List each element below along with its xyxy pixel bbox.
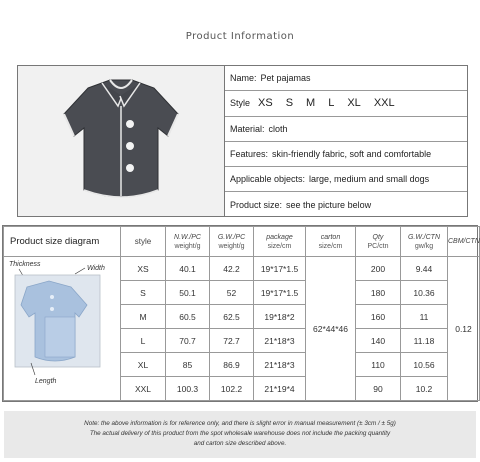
cell-gw-ctn: 11.18 xyxy=(401,329,448,353)
spec-product-size xyxy=(225,192,467,217)
diagram-title: Product size diagram xyxy=(4,227,121,257)
cell-nw: 85 xyxy=(166,353,210,377)
size-table xyxy=(3,226,480,401)
header-style: style xyxy=(121,227,166,257)
spec-material-value: cloth xyxy=(268,123,288,134)
disclaimer-note xyxy=(4,411,476,458)
size-diagram xyxy=(4,257,121,401)
cell-package: 21*18*3 xyxy=(254,329,306,353)
spec-features-label: Features: xyxy=(230,149,269,160)
svg-text:Thickness: Thickness xyxy=(8,261,41,268)
size-option: M xyxy=(306,97,316,110)
cell-gw: 102.2 xyxy=(210,377,254,401)
size-table-header xyxy=(4,227,480,257)
cell-gw-ctn: 10.56 xyxy=(401,353,448,377)
cell-qty: 160 xyxy=(356,305,401,329)
cell-qty: 110 xyxy=(356,353,401,377)
cell-gw: 52 xyxy=(210,281,254,305)
size-option: S xyxy=(285,97,294,110)
spec-name-value: Pet pajamas xyxy=(260,73,311,84)
spec-material xyxy=(225,117,467,142)
cell-package: 21*18*3 xyxy=(254,353,306,377)
cell-nw: 100.3 xyxy=(166,377,210,401)
spec-name-label: Name: xyxy=(230,73,257,84)
cell-package: 19*18*2 xyxy=(254,305,306,329)
cell-cbm: 0.12 xyxy=(448,257,480,401)
header-gw: G.W./PC weight/g xyxy=(210,227,254,257)
header-cbm: CBM/CTN xyxy=(448,227,480,257)
cell-style: XS xyxy=(121,257,166,281)
product-info-box xyxy=(17,65,468,217)
cell-style: XL xyxy=(121,353,166,377)
cell-gw: 42.2 xyxy=(210,257,254,281)
note-line: Note: the above information is for reference only, and there is slight error in manual measurement (± 3cm / ± 5g) xyxy=(84,420,396,427)
cell-nw: 50.1 xyxy=(166,281,210,305)
cell-nw: 40.1 xyxy=(166,257,210,281)
cell-qty: 180 xyxy=(356,281,401,305)
cell-style: S xyxy=(121,281,166,305)
cell-qty: 200 xyxy=(356,257,401,281)
cell-gw-ctn: 10.2 xyxy=(401,377,448,401)
spec-applicable-value: large, medium and small dogs xyxy=(309,174,430,185)
size-table-box xyxy=(2,225,478,402)
note-line: and carton size described above. xyxy=(193,440,287,447)
spec-product-size-label: Product size: xyxy=(230,200,283,211)
cell-qty: 90 xyxy=(356,377,401,401)
cell-gw: 62.5 xyxy=(210,305,254,329)
cell-carton: 62*44*46 xyxy=(306,257,356,401)
cell-nw: 70.7 xyxy=(166,329,210,353)
cell-gw: 86.9 xyxy=(210,353,254,377)
spec-product-size-value: see the picture below xyxy=(286,200,372,211)
cell-style: L xyxy=(121,329,166,353)
cell-style: M xyxy=(121,305,166,329)
svg-text:Length: Length xyxy=(34,378,56,385)
size-option: XL xyxy=(347,97,361,110)
header-carton: carton size/cm xyxy=(306,227,356,257)
table-row xyxy=(4,257,480,281)
size-option: L xyxy=(328,97,335,110)
note-line: The actual delivery of this product from the spot wholesale warehouse does not include the packing quantity xyxy=(89,430,391,437)
spec-applicable xyxy=(225,167,467,192)
cell-package: 19*17*1.5 xyxy=(254,257,306,281)
page-title: Product Information xyxy=(185,31,295,42)
spec-style xyxy=(225,91,467,116)
spec-style-label: Style xyxy=(230,98,251,109)
cell-package: 19*17*1.5 xyxy=(254,281,306,305)
size-option: XXL xyxy=(373,97,395,110)
cell-style: XXL xyxy=(121,377,166,401)
cell-gw-ctn: 9.44 xyxy=(401,257,448,281)
size-diagram-image xyxy=(5,257,120,398)
spec-features xyxy=(225,142,467,167)
header-gw-ctn: G.W./CTN gw/kg xyxy=(401,227,448,257)
spec-list xyxy=(224,66,467,216)
spec-material-label: Material: xyxy=(230,123,265,134)
product-photo xyxy=(18,66,224,216)
cell-nw: 60.5 xyxy=(166,305,210,329)
header-package: package size/cm xyxy=(254,227,306,257)
cell-gw-ctn: 11 xyxy=(401,305,448,329)
svg-text:Width: Width xyxy=(86,265,105,272)
spec-applicable-label: Applicable objects: xyxy=(230,174,306,185)
spec-name xyxy=(225,66,467,91)
size-option: XS xyxy=(258,97,273,110)
header-nw: N.W./PC weight/g xyxy=(166,227,210,257)
pet-pajamas-image xyxy=(18,66,224,216)
cell-qty: 140 xyxy=(356,329,401,353)
cell-gw: 72.7 xyxy=(210,329,254,353)
cell-gw-ctn: 10.36 xyxy=(401,281,448,305)
header-qty: Qty PC/ctn xyxy=(356,227,401,257)
spec-features-value: skin-friendly fabric, soft and comfortable xyxy=(272,149,432,160)
cell-package: 21*19*4 xyxy=(254,377,306,401)
